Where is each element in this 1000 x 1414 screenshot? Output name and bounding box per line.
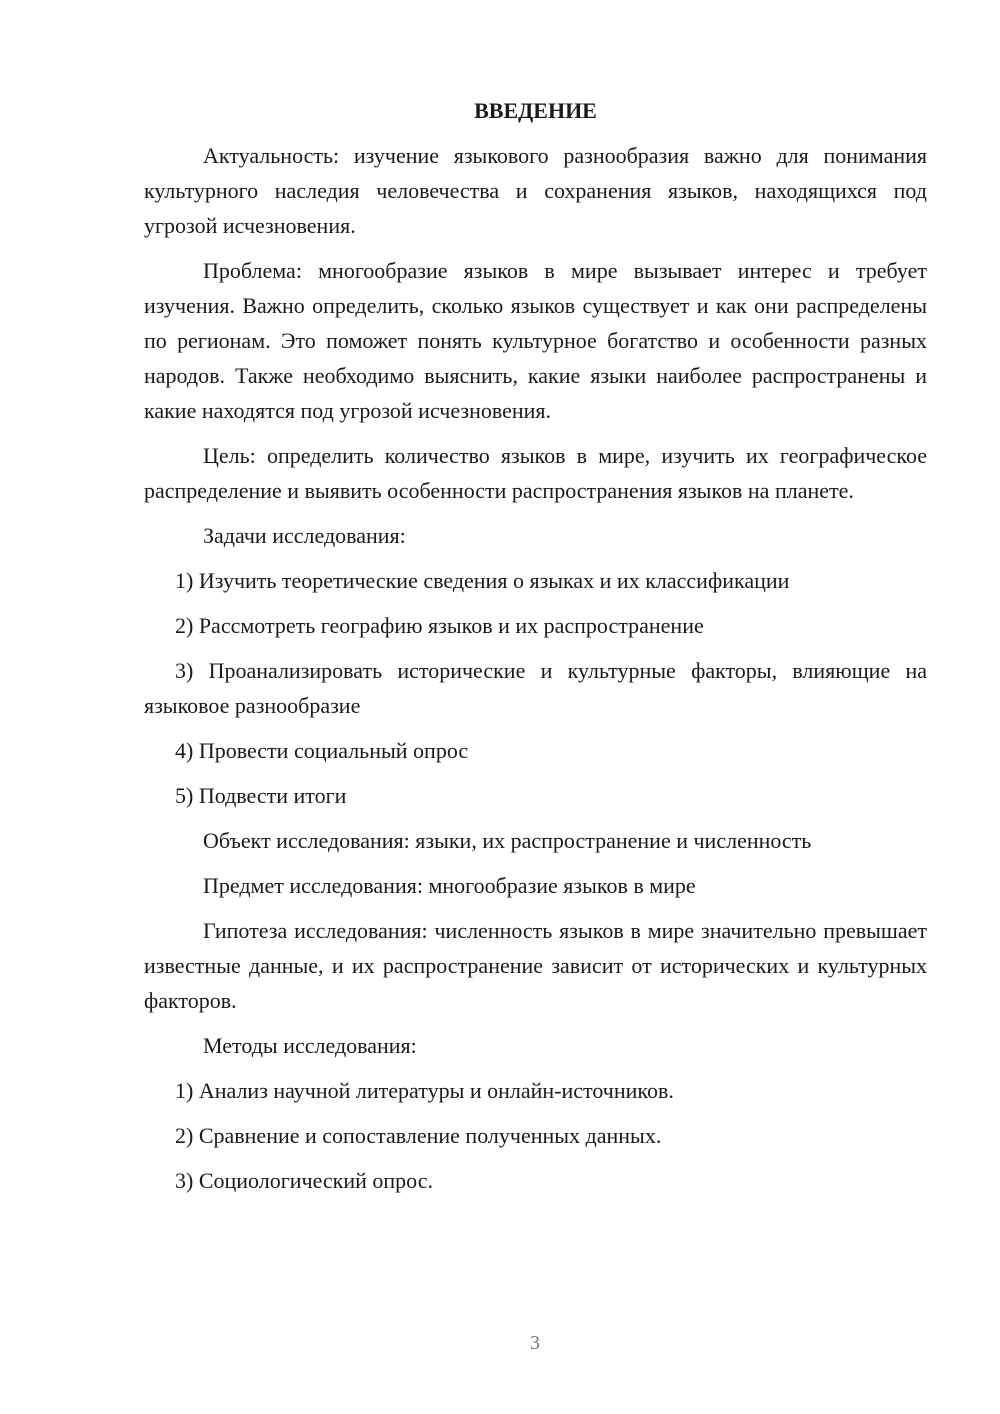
- task-item: 5) Подвести итоги: [175, 783, 347, 808]
- tasks-heading: Задачи исследования:: [203, 523, 406, 548]
- task-item: 1) Изучить теоретические сведения о языках и их классификации: [175, 568, 790, 593]
- page-content: [144, 96, 927, 1208]
- object-paragraph: Объект исследования: языки, их распространение и численность: [203, 828, 812, 853]
- relevance-paragraph: Актуальность: изучение языкового разнообразия важно для понимания культурного наследия человечества и сохранения языков, находящихся под угрозой исчезновения.: [144, 143, 927, 238]
- goal-paragraph: Цель: определить количество языков в мире, изучить их географическое распределение и выявить особенности распространения языков на планете.: [144, 443, 927, 503]
- section-title: ВВЕДЕНИЕ: [474, 98, 597, 123]
- method-item: 3) Социологический опрос.: [175, 1168, 433, 1193]
- problem-paragraph: Проблема: многообразие языков в мире вызывает интерес и требует изучения. Важно определить, сколько языков существует и как они распределены по регионам. Это поможет понять культурное богатство и особенности разных народов. Также необходимо выяснить, какие языки наиболее распространены и какие находятся под угрозой исчезновения.: [144, 258, 927, 423]
- task-item: 3) Проанализировать исторические и культурные факторы, влияющие на языковое разнообразие: [144, 658, 927, 718]
- task-item: 4) Провести социальный опрос: [175, 738, 469, 763]
- method-item: 1) Анализ научной литературы и онлайн-источников.: [175, 1078, 674, 1103]
- subject-paragraph: Предмет исследования: многообразие языков в мире: [203, 873, 696, 898]
- task-item: 2) Рассмотреть географию языков и их распространение: [175, 613, 704, 638]
- hypothesis-paragraph: Гипотеза исследования: численность языков в мире значительно превышает известные данные, и их распространение зависит от исторических и культурных факторов.: [144, 918, 927, 1013]
- page-number: 3: [530, 1332, 540, 1354]
- method-item: 2) Сравнение и сопоставление полученных данных.: [175, 1123, 662, 1148]
- methods-heading: Методы исследования:: [203, 1033, 417, 1058]
